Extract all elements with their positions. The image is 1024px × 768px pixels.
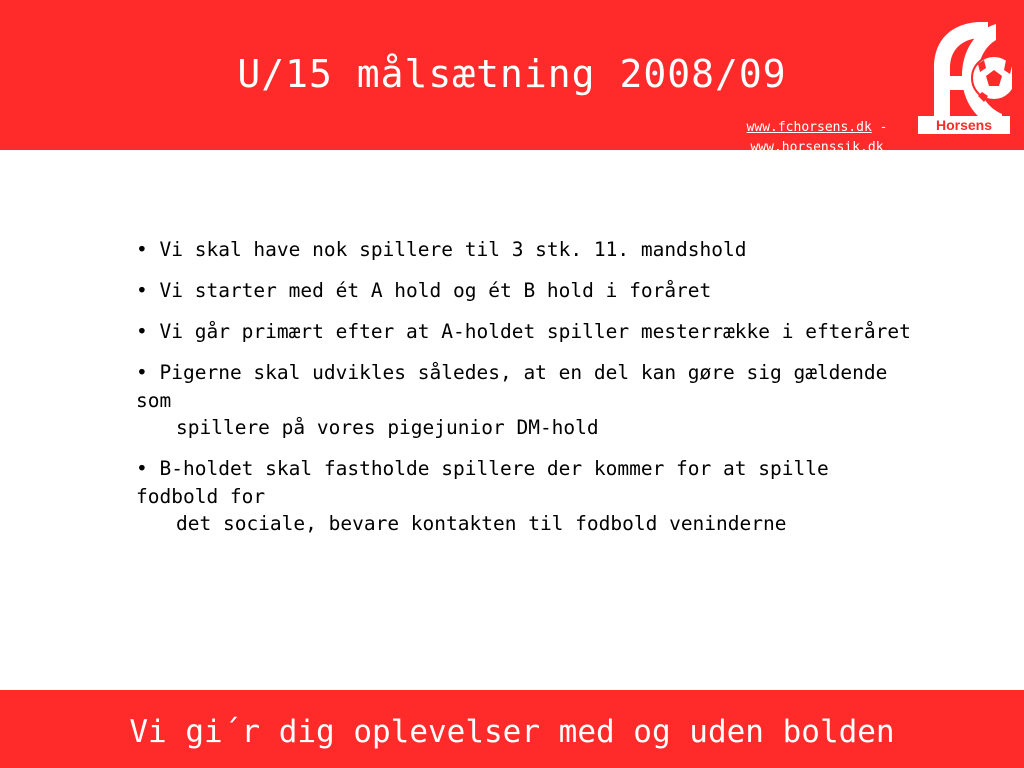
link-separator: - xyxy=(871,120,888,135)
bullet-continuation: det sociale, bevare kontakten til fodbold veninderne xyxy=(176,512,787,535)
list-item xyxy=(136,277,916,305)
bullet-marker: • xyxy=(136,320,148,343)
bullet-list xyxy=(136,236,916,551)
bullet-continuation: spillere på vores pigejunior DM-hold xyxy=(176,416,599,439)
horsenssik-link[interactable]: www.horsenssik.dk xyxy=(750,140,884,150)
bullet-text: Vi skal have nok spillere til 3 stk. 11. mandshold xyxy=(159,238,747,261)
bullet-marker: • xyxy=(136,457,148,480)
fchorsens-link[interactable]: www.fchorsens.dk xyxy=(746,120,872,135)
header-links xyxy=(712,118,922,150)
bullet-text: Vi går primært efter at A-holdet spiller mesterrække i efteråret xyxy=(159,320,911,343)
bullet-text: B-holdet skal fastholde spillere der kommer for at spille fodbold for xyxy=(136,457,841,508)
slide-title: U/15 målsætning 2008/09 xyxy=(237,52,787,96)
footer-tagline: Vi gi´r dig oplevelser med og uden bolden xyxy=(129,714,895,750)
logo-wordmark: Horsens xyxy=(935,117,993,133)
list-item xyxy=(136,236,916,264)
bullet-marker: • xyxy=(136,279,148,302)
fc-horsens-logo xyxy=(916,16,1012,136)
bullet-text: Vi starter med ét A hold og ét B hold i foråret xyxy=(159,279,712,302)
list-item xyxy=(136,318,916,346)
bullet-marker: • xyxy=(136,361,148,384)
bullet-text: Pigerne skal udvikles således, at en del kan gøre sig gældende som xyxy=(136,361,900,412)
list-item xyxy=(136,359,916,442)
bullet-marker: • xyxy=(136,238,148,261)
list-item xyxy=(136,455,916,538)
